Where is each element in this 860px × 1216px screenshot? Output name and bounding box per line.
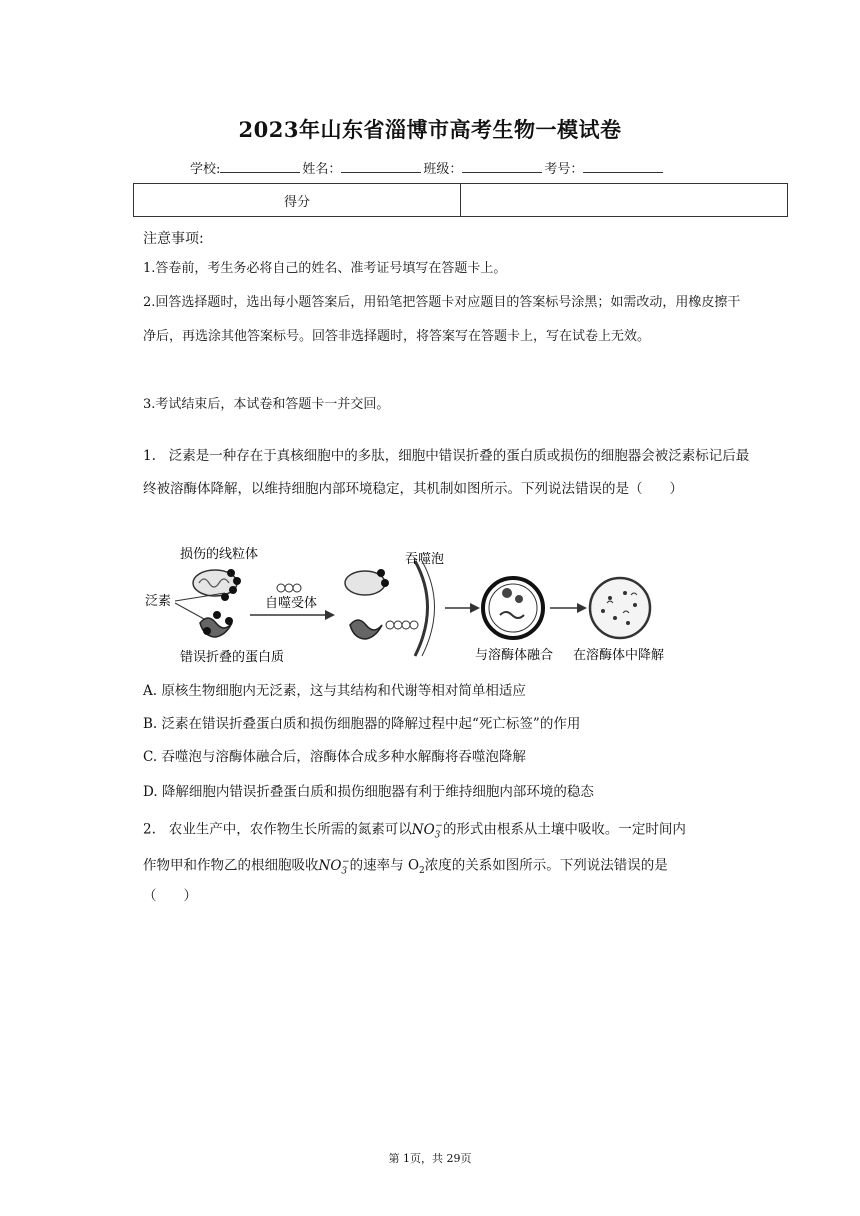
- number-label: 考号：: [544, 162, 584, 177]
- question-number: 1.: [143, 448, 156, 464]
- question-text: 泛素是一种存在于真核细胞中的多肽，细胞中错误折叠的蛋白质或损伤的细胞器会被泛素标记后最终被溶酶体降解，以维持细胞内部环境稳定，其机制如图所示。下列说法错误的是（ ）: [143, 448, 750, 497]
- option-text: 降解细胞内错误折叠蛋白质和损伤细胞器有利于维持细胞内部环境的稳态: [161, 784, 594, 800]
- option-key: C.: [143, 749, 158, 765]
- label-degrade: 在溶酶体中降解: [573, 648, 665, 663]
- oxygen-subscript: 2: [419, 866, 425, 877]
- notice-item-2: 2.回答选择题时，选出每小题答案后，用铅笔把答题卡对应题目的答案标号涂黑；如需改动，用橡皮擦干净后，再选涂其他答案标号。回答非选择题时，将答案写在答题卡上，写在试卷上无效。: [143, 295, 741, 344]
- option-b[interactable]: [143, 708, 753, 741]
- question-number: 2.: [143, 821, 156, 838]
- option-key: A.: [143, 683, 158, 699]
- misfolded-protein-icon: [200, 611, 233, 637]
- option-text: 原核生物细胞内无泛素，这与其结构和代谢等相对简单相适应: [161, 683, 526, 699]
- receptor-icon: [277, 584, 301, 592]
- lysosome-fusion-icon: [483, 578, 543, 638]
- score-cell[interactable]: [461, 184, 787, 216]
- school-blank[interactable]: [220, 160, 300, 173]
- label-fuse-lysosome: 与溶酶体融合: [475, 648, 554, 663]
- school-label: 学校:: [190, 162, 221, 177]
- label-misfolded: 错误折叠的蛋白质: [180, 650, 285, 665]
- option-text: 吞噬泡与溶酶体融合后，溶酶体合成多种水解酶将吞噬泡降解: [161, 749, 526, 765]
- degraded-contents-icon: [590, 578, 650, 638]
- class-blank[interactable]: [462, 160, 542, 173]
- option-key: D.: [143, 784, 158, 800]
- notice-item-3: 3.考试结束后，本试卷和答题卡一并交回。: [143, 397, 390, 412]
- phagosome-icon: [345, 561, 435, 656]
- question-text: 作物甲和作物乙的根细胞吸收: [143, 857, 319, 874]
- mitochondrion-icon: [193, 569, 241, 601]
- option-a[interactable]: [143, 675, 753, 708]
- question-2-line-3: （ ）: [143, 888, 197, 904]
- class-label: 班级：: [423, 162, 463, 177]
- nitrate-formula: $NO_3^-$: [411, 821, 443, 841]
- name-blank[interactable]: [341, 160, 421, 173]
- question-text: 农业生产中，农作物生长所需的氮素可以: [168, 821, 412, 838]
- label-phagosome: 吞噬泡: [405, 552, 445, 567]
- ubiquitin-mechanism-figure: [145, 543, 685, 671]
- name-label: 姓名：: [302, 162, 342, 177]
- notice-heading: 注意事项:: [143, 231, 204, 247]
- label-damaged-mito: 损伤的线粒体: [180, 547, 259, 562]
- nitrate-formula: $NO_3^-$: [318, 857, 350, 877]
- notice-item-1: 1.答卷前，考生务必将自己的姓名、准考证号填写在答题卡上。: [143, 261, 507, 276]
- page-title: 2023年山东省淄博市高考生物一模试卷: [238, 117, 622, 142]
- score-table: [133, 183, 788, 217]
- option-c[interactable]: [143, 741, 753, 774]
- question-text: 浓度的关系如图所示。下列说法错误的是: [424, 857, 668, 874]
- question-1-stem: [143, 440, 753, 506]
- page-footer: 第 1页，共 29页: [388, 1152, 472, 1165]
- score-label: 得分: [134, 184, 461, 216]
- label-ubiquitin: 泛素: [145, 594, 172, 609]
- option-d[interactable]: [143, 776, 753, 809]
- question-text: 的形式由根系从土壤中吸收。一定时间内: [442, 821, 686, 838]
- option-text: 泛素在错误折叠蛋白质和损伤细胞器的降解过程中起“死亡标签”的作用: [161, 716, 581, 732]
- label-autophagy-receptor: 自噬受体: [265, 596, 318, 611]
- question-text: 的速率与 O: [349, 857, 420, 874]
- student-info-line: [190, 158, 665, 177]
- option-key: B.: [143, 716, 158, 732]
- number-blank[interactable]: [583, 160, 663, 173]
